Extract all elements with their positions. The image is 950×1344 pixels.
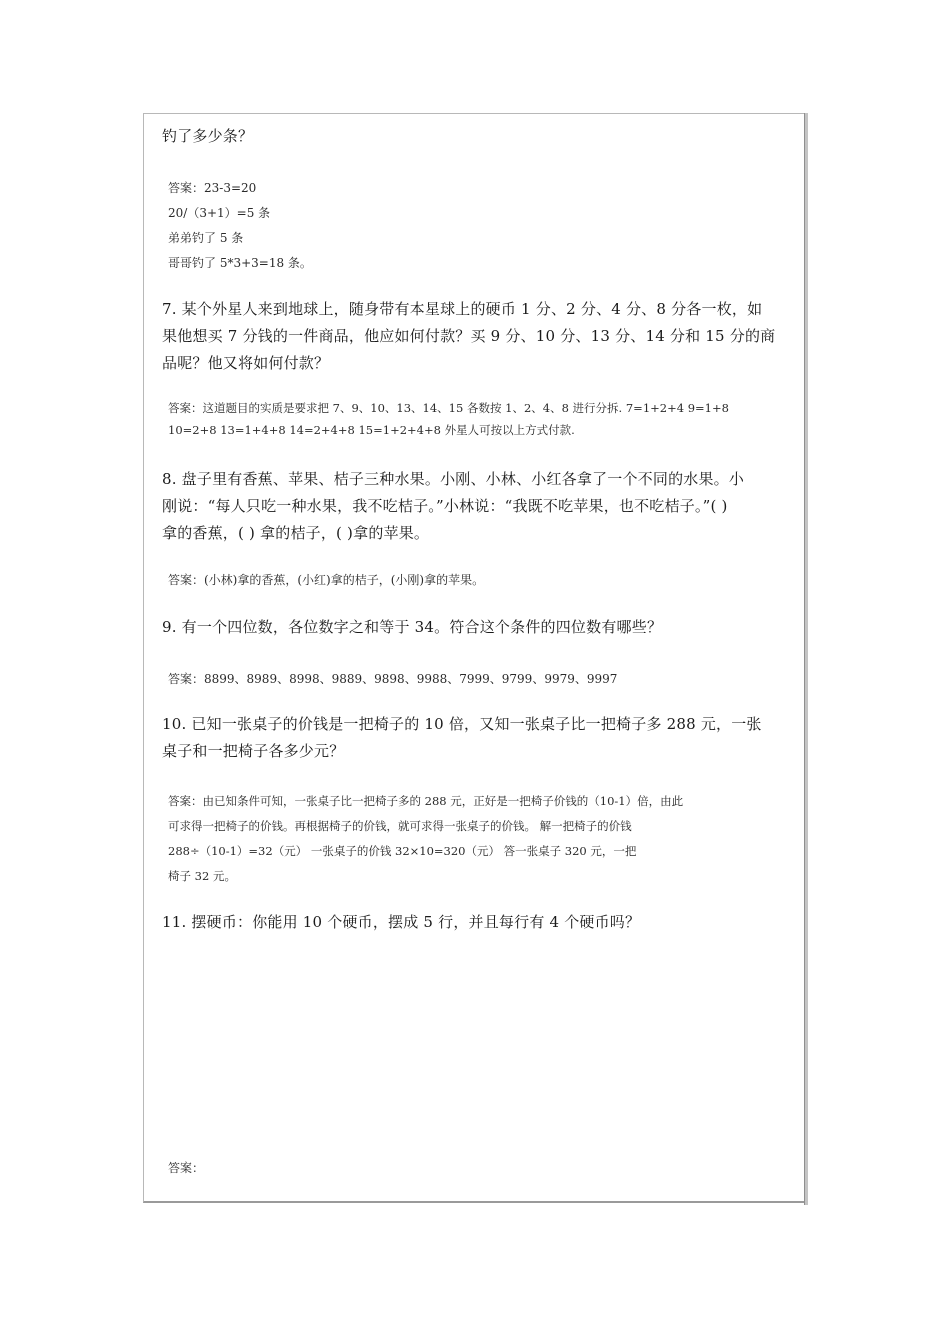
question-line: 刚说：“每人只吃一种水果，我不吃桔子。”小林说：“我既不吃苹果，也不吃桔子。”( ) bbox=[162, 497, 728, 515]
question-8 bbox=[162, 466, 744, 547]
question-line: 拿的香蕉，( ) 拿的桔子，( )拿的苹果。 bbox=[162, 524, 430, 542]
answer-line: 弟弟钓了 5 条 bbox=[168, 231, 244, 245]
answer-line: 答案：这道题目的实质是要求把 7、9、10、13、14、15 各数按 1、2、4、8 进行分拆. 7=1+2+4 9=1+8 bbox=[168, 401, 729, 415]
answer-line: 20/（3+1）=5 条 bbox=[168, 206, 271, 220]
answer-line: 答案：由已知条件可知，一张桌子比一把椅子多的 288 元，正好是一把椅子价钱的（10-1）倍，由此 bbox=[168, 794, 684, 808]
question-6-tail bbox=[162, 123, 253, 150]
answer-line: 哥哥钓了 5*3+3=18 条。 bbox=[168, 256, 312, 270]
scrollbar-edge[interactable] bbox=[804, 113, 808, 1205]
question-11 bbox=[162, 909, 640, 936]
question-line: 8. 盘子里有香蕉、苹果、桔子三种水果。小刚、小林、小红各拿了一个不同的水果。小 bbox=[162, 470, 745, 488]
question-line: 钓了多少条？ bbox=[162, 127, 254, 145]
question-line: 9. 有一个四位数，各位数字之和等于 34。符合这个条件的四位数有哪些？ bbox=[162, 618, 663, 636]
question-line: 7. 某个外星人来到地球上，随身带有本星球上的硬币 1 分、2 分、4 分、8 分各一枚，如 bbox=[162, 300, 763, 318]
answer-7 bbox=[168, 397, 729, 441]
answer-line: 10=2+8 13=1+4+8 14=2+4+8 15=1+2+4+8 外星人可按以上方式付款. bbox=[168, 423, 575, 437]
answer-line: 答案：(小林)拿的香蕉，(小红)拿的桔子，(小刚)拿的苹果。 bbox=[168, 573, 485, 587]
answer-line: 答案：23-3=20 bbox=[168, 181, 257, 195]
question-line: 11. 摆硬币：你能用 10 个硬币，摆成 5 行，并且每行有 4 个硬币吗？ bbox=[162, 913, 641, 931]
answer-10 bbox=[168, 789, 683, 889]
answer-line: 可求得一把椅子的价钱。再根据椅子的价钱，就可求得一张桌子的价钱。 解一把椅子的价钱 bbox=[168, 819, 632, 833]
question-line: 品呢？他又将如何付款？ bbox=[162, 354, 330, 372]
question-7 bbox=[162, 296, 775, 377]
answer-line: 椅子 32 元。 bbox=[168, 869, 236, 883]
question-9 bbox=[162, 614, 662, 641]
answer-line: 288÷（10-1）=32（元） 一张桌子的价钱 32×10=320（元） 答一张桌子 320 元，一把 bbox=[168, 844, 637, 858]
answer-6 bbox=[168, 176, 312, 276]
question-line: 桌子和一把椅子各多少元？ bbox=[162, 742, 345, 760]
answer-9 bbox=[168, 668, 617, 690]
document-frame bbox=[143, 113, 806, 1203]
answer-line: 答案： bbox=[168, 1161, 205, 1175]
answer-11 bbox=[168, 1157, 204, 1179]
question-line: 果他想买 7 分钱的一件商品，他应如何付款？买 9 分、10 分、13 分、14 分和 15 分的商 bbox=[162, 327, 776, 345]
question-line: 10. 已知一张桌子的价钱是一把椅子的 10 倍，又知一张桌子比一把椅子多 288 元，一张 bbox=[162, 715, 762, 733]
question-10 bbox=[162, 711, 762, 765]
answer-8 bbox=[168, 569, 484, 591]
answer-line: 答案：8899、8989、8998、9889、9898、9988、7999、9799、9979、9997 bbox=[168, 672, 618, 686]
